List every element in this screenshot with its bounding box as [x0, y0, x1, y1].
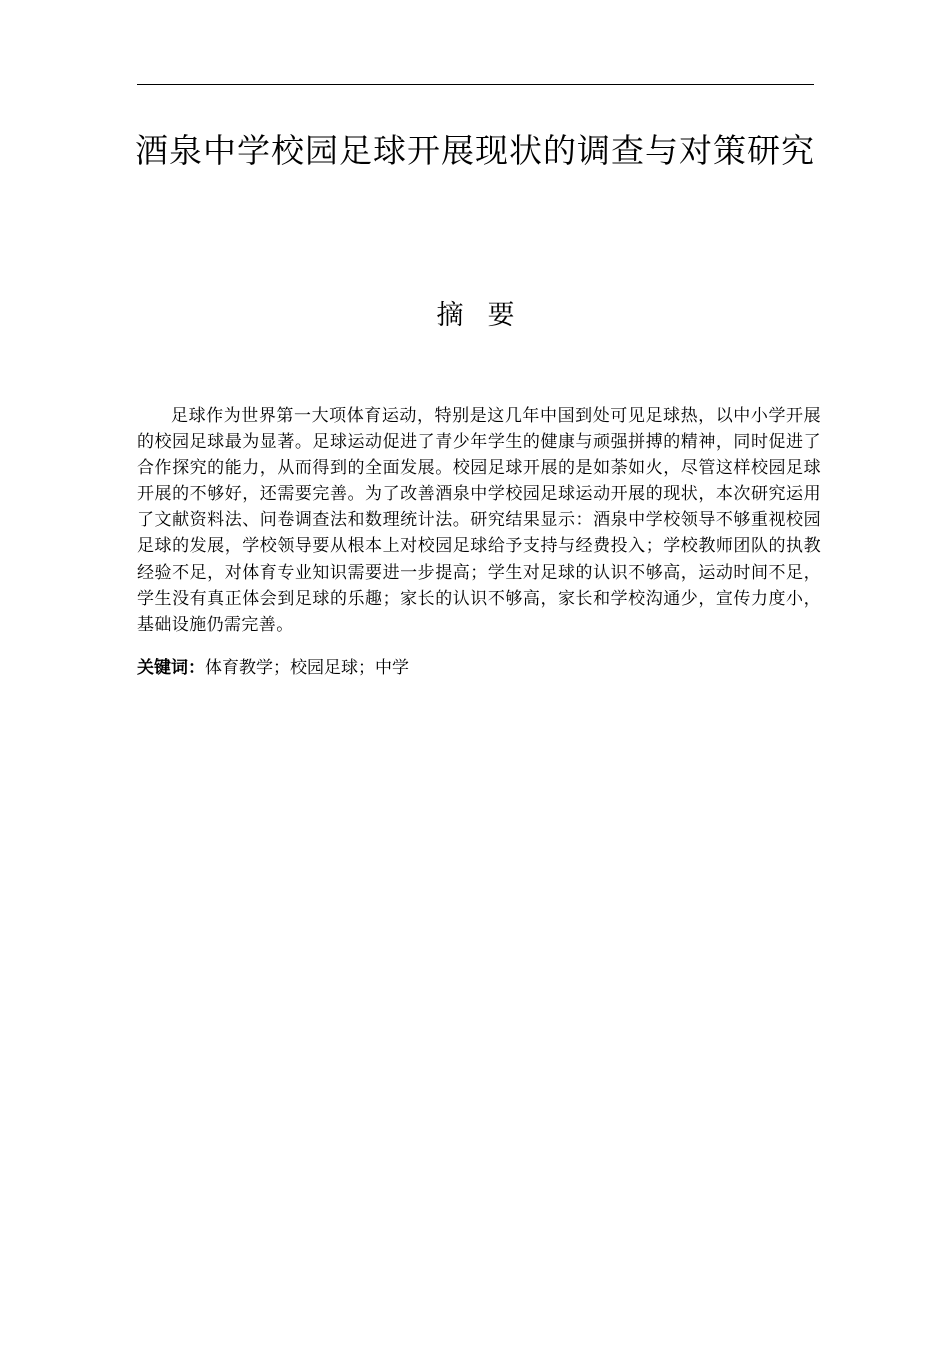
keywords-text: 体育教学；校园足球；中学 — [205, 658, 409, 678]
keywords-line — [137, 655, 814, 681]
abstract-heading: 摘要 — [436, 300, 539, 331]
abstract-body: 足球作为世界第一大项体育运动，特别是这几年中国到处可见足球热，以中小学开展的校园足球最为显著。足球运动促进了青少年学生的健康与顽强拼搏的精神，同时促进了合作探究的能力，从而得到的全面发展。校园足球开展的是如荼如火，尽管这样校园足球开展的不够好，还需要完善。为了改善酒泉中学校园足球运动开展的现状，本次研究运用了文献资料法、问卷调查法和数理统计法。研究结果显示：酒泉中学校领导不够重视校园足球的发展，学校领导要从根本上对校园足球给予支持与经费投入；学校教师团队的执教经验不足，对体育专业知识需要进一步提高；学生对足球的认识不够高，运动时间不足，学生没有真正体会到足球的乐趣；家长的认识不够高，家长和学校沟通少，宣传力度小，基础设施仍需完善。 — [137, 406, 821, 635]
header-rule — [137, 84, 814, 85]
paper-title: 酒泉中学校园足球开展现状的调查与对策研究 — [135, 131, 815, 170]
keywords-label: 关键词： — [137, 658, 205, 678]
